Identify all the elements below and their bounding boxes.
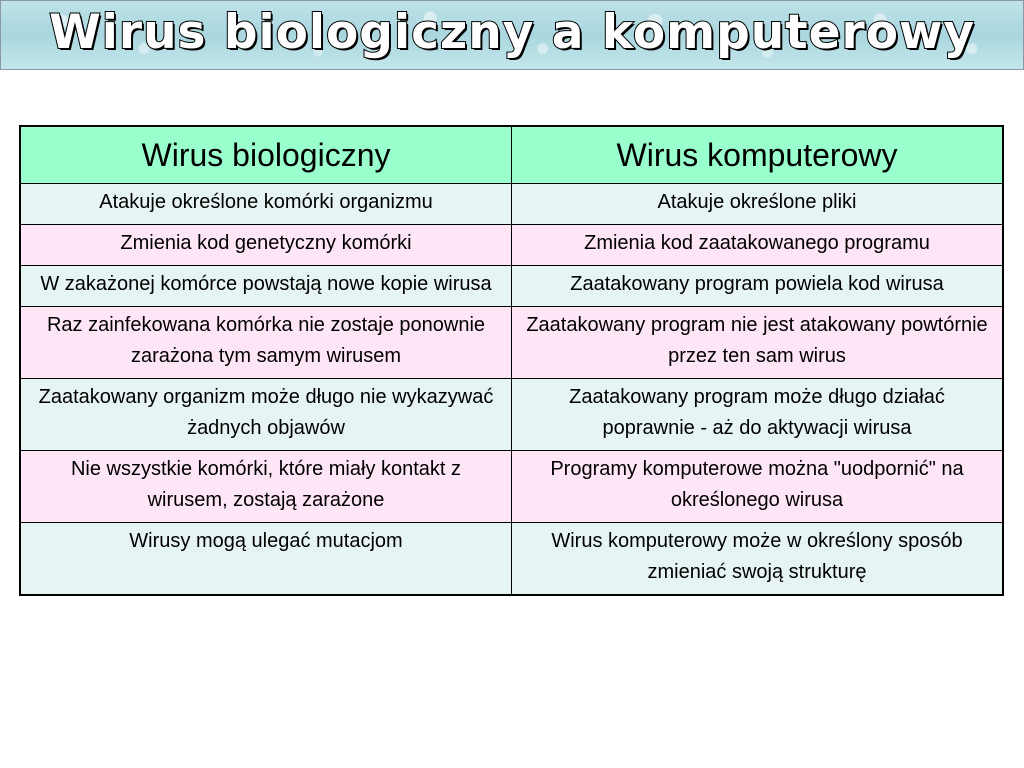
biological-cell: Wirusy mogą ulegać mutacjom [20,523,512,596]
table-header-row [20,126,1003,184]
biological-cell: Raz zainfekowana komórka nie zostaje ponownie zarażona tym samym wirusem [20,307,512,379]
computer-cell: Programy komputerowe można "uodpornić" na określonego wirusa [512,451,1004,523]
table-row [20,379,1003,451]
header-computer: Wirus komputerowy [512,126,1004,184]
table-row [20,266,1003,307]
computer-cell: Zmienia kod zaatakowanego programu [512,225,1004,266]
header-biological: Wirus biologiczny [20,126,512,184]
table-row [20,523,1003,596]
computer-cell: Zaatakowany program może długo działać poprawnie - aż do aktywacji wirusa [512,379,1004,451]
biological-cell: Atakuje określone komórki organizmu [20,184,512,225]
comparison-table [19,125,1004,596]
computer-cell: Atakuje określone pliki [512,184,1004,225]
slide-title: Wirus biologiczny a komputerowy [48,5,976,60]
biological-cell: Zmienia kod genetyczny komórki [20,225,512,266]
biological-cell: Zaatakowany organizm może długo nie wykazywać żadnych objawów [20,379,512,451]
table-row [20,451,1003,523]
computer-cell: Zaatakowany program nie jest atakowany powtórnie przez ten sam wirus [512,307,1004,379]
table-row [20,184,1003,225]
biological-cell: Nie wszystkie komórki, które miały kontakt z wirusem, zostają zarażone [20,451,512,523]
table-row [20,307,1003,379]
table-row [20,225,1003,266]
biological-cell: W zakażonej komórce powstają nowe kopie wirusa [20,266,512,307]
computer-cell: Zaatakowany program powiela kod wirusa [512,266,1004,307]
computer-cell: Wirus komputerowy może w określony sposób zmieniać swoją strukturę [512,523,1004,596]
title-bar [0,0,1024,70]
